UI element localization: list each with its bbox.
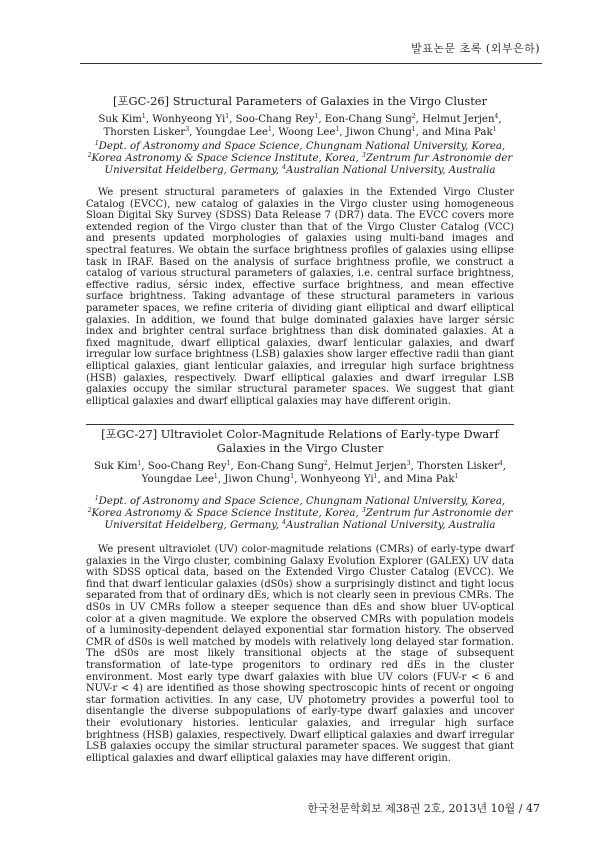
author-name: Mina Pak	[444, 127, 493, 138]
author-name: Youngdae Lee	[195, 127, 268, 138]
author-name: Wonhyeong Yi	[152, 114, 226, 125]
author-affiliation-marker: 1	[267, 126, 272, 133]
author-affiliation-marker: 4	[498, 460, 503, 467]
affiliation-marker: 2	[87, 152, 92, 159]
abstract-title: [포GC-26] Structural Parameters of Galaxies in the Virgo Cluster	[113, 94, 487, 108]
author-name: Helmut Jerjen	[334, 461, 407, 472]
affiliation-marker: 1	[94, 495, 99, 502]
author-name: Mina Pak	[406, 474, 455, 485]
abstract-title: [포GC-27] Ultraviolet Color-Magnitude Relations of Early-type Dwarf Galaxies in the Virgo Cluster	[101, 427, 499, 455]
affiliation-text: Australian National University, Australia	[286, 165, 496, 176]
affiliation-text: Korea Astronomy & Space Science Institute, Korea,	[91, 508, 362, 519]
affiliation-text: Dept. of Astronomy and Space Science, Chungnam National University, Korea,	[98, 496, 506, 507]
author-name: Wonhyeong Yi	[300, 474, 374, 485]
section-divider	[86, 424, 514, 425]
affiliation-text: Dept. of Astronomy and Space Science, Chungnam National University, Korea,	[98, 141, 506, 152]
author-affiliation-marker: 1	[141, 113, 146, 120]
author-name: Suk Kim	[94, 461, 138, 472]
affiliation-text: Australian National University, Australia	[286, 520, 496, 531]
author-name: Youngdae Lee	[141, 474, 214, 485]
affiliation-text: Korea Astronomy & Space Science Institute, Korea,	[91, 153, 362, 164]
author-name: Soo-Chang Rey	[147, 461, 227, 472]
author-affiliation-marker: 1	[411, 126, 416, 133]
running-header: 발표논문 초록 (외부은하)	[411, 42, 540, 55]
author-affiliation-marker: 3	[406, 460, 411, 467]
affiliation-marker: 1	[94, 140, 99, 147]
author-affiliation-marker: 1	[290, 473, 295, 480]
author-affiliation-marker: 1	[454, 473, 459, 480]
author-affiliation-marker: 1	[226, 460, 231, 467]
author-affiliation-marker: 1	[373, 473, 378, 480]
author-name: Eon-Chang Sung	[237, 461, 324, 472]
author-affiliation-marker: 2	[323, 460, 328, 467]
author-name: Thorsten Lisker	[417, 461, 499, 472]
affiliation-marker: 3	[361, 507, 366, 514]
abstract-gc27	[86, 427, 514, 774]
affiliation-text: Zentrum fur Astronomie der Universitat Heidelberg, Germany,	[104, 153, 513, 176]
affiliation-marker: 4	[282, 519, 286, 526]
affiliation-list	[86, 141, 514, 177]
author-affiliation-marker: 2	[411, 113, 416, 120]
abstract-gc26	[86, 94, 514, 417]
header-rule	[80, 63, 542, 64]
affiliation-list	[86, 496, 514, 532]
author-list: Suk Kim$^1$, Soo-Chang Rey$^1$, Eon-Chang Sung$^2$, Helmut Jerjen$^3$, Thorsten Lisker$^4$, Youngdae Lee$^1$, Jiwon Chung$^1$, Wonhyeong Yi$^1$, and Mina Pak$^1$	[94, 460, 506, 485]
author-name: Eon-Chang Sung	[324, 114, 412, 125]
author-name: Helmut Jerjen	[422, 114, 495, 125]
author-name: Thorsten Lisker	[103, 127, 186, 138]
abstract-body: We present ultraviolet (UV) color-magnitude relations (CMRs) of early-type dwarf galaxies in the Virgo cluster, combining Galaxy Evolution Explorer (GALEX) UV data with SDSS optical data, based on the Extended Virgo Cluster Catalog (EVCC). We find that dwarf lenticular galaxies (dS0s) show a surprisingly distinct and tight locus separated from that of ordinary dEs, which is not clearly seen in previous CMRs. The dS0s in UV CMRs follow a steeper sequence than dEs and show bluer UV-optical color at a given magnitude. We explore the observed CMRs with population models of a luminosity-dependent delayed exponential star formation history. The observed CMR of dS0s is well matched by models with relatively long delayed star formation. The dS0s are most likely transitional objects at the stage of subsequent transformation of late-type progenitors to ordinary red dEs in the cluster environment. Most early type dwarf galaxies with blue UV colors (FUV-r < 6 and NUV-r < 4) are identified as those showing spectroscopic hints of recent or ongoing star formation activities. In any case, UV photometry provides a powerful tool to disentangle the diverse subpopulations of early-type dwarf galaxies and uncover their evolutionary histories. lenticular galaxies, and irregular high surface brightness (HSB) galaxies, respectively. Dwarf elliptical galaxies and dwarf irregular LSB galaxies occupy the similar structural parameter spaces. We suggest that giant elliptical galaxies and dwarf elliptical galaxies may have different origin.	[86, 544, 514, 764]
author-name: Jiwon Chung	[345, 127, 412, 138]
author-name: Soo-Chang Rey	[235, 114, 315, 125]
affiliation-marker: 2	[87, 507, 92, 514]
author-affiliation-marker: 1	[213, 473, 218, 480]
affiliation-marker: 3	[361, 152, 366, 159]
author-affiliation-marker: 1	[492, 126, 497, 133]
author-affiliation-marker: 1	[225, 113, 230, 120]
author-list: Suk Kim$^1$, Wonhyeong Yi$^1$, Soo-Chang Rey$^1$, Eon-Chang Sung$^2$, Helmut Jerjen$^4$, Thorsten Lisker$^3$, Youngdae Lee$^1$, Woong Lee$^1$, Jiwon Chung$^1$, and Mina Pak$^1$	[98, 113, 502, 138]
author-name: Suk Kim	[98, 114, 142, 125]
affiliation-text: Zentrum fur Astronomie der Universitat Heidelberg, Germany,	[104, 508, 513, 531]
author-affiliation-marker: 4	[494, 113, 499, 120]
abstract-body: We present structural parameters of galaxies in the Extended Virgo Cluster Catalog (EVCC), new catalog of galaxies in the Virgo cluster using homogeneous Sloan Digital Sky Survey (SDSS) Data Release 7 (DR7) data. The EVCC covers more extended region of the Virgo cluster than that of the Virgo Cluster Catalog (VCC) and presents updated morphologies of galaxies using multi-band images and spectral features. We obtain the surface brightness profiles of galaxies using ellipse task in IRAF. Based on the analysis of surface brightness profile, we construct a catalog of various structural parameters of galaxies, i.e. central surface brightness, effective radius, sérsic index, effective surface brightness, and mean effective surface brightness. Taking advantage of these structural parameters in various parameter spaces, we refine criteria of dividing giant elliptical and dwarf elliptical galaxies. In addition, we found that bulge dominated galaxies have larger sérsic index and brighter central surface brightness than disk dominated galaxies. At a fixed magnitude, dwarf elliptical galaxies, dwarf lenticular galaxies, and dwarf irregular low surface brightness (LSB) galaxies show larger effective radii than giant elliptical galaxies, giant lenticular galaxies, and irregular high surface brightness (HSB) galaxies, respectively. Dwarf elliptical galaxies and dwarf irregular LSB galaxies occupy the similar structural parameter spaces. We suggest that giant elliptical galaxies and dwarf elliptical galaxies may have different origin.	[86, 187, 514, 407]
author-name: Jiwon Chung	[224, 474, 291, 485]
author-name: Woong Lee	[278, 127, 336, 138]
author-affiliation-marker: 1	[137, 460, 142, 467]
author-affiliation-marker: 1	[335, 126, 340, 133]
author-affiliation-marker: 3	[185, 126, 190, 133]
affiliation-marker: 4	[282, 164, 286, 171]
page-footer: 한국천문학회보 제38권 2호, 2013년 10월 / 47	[307, 802, 540, 815]
author-affiliation-marker: 1	[314, 113, 319, 120]
